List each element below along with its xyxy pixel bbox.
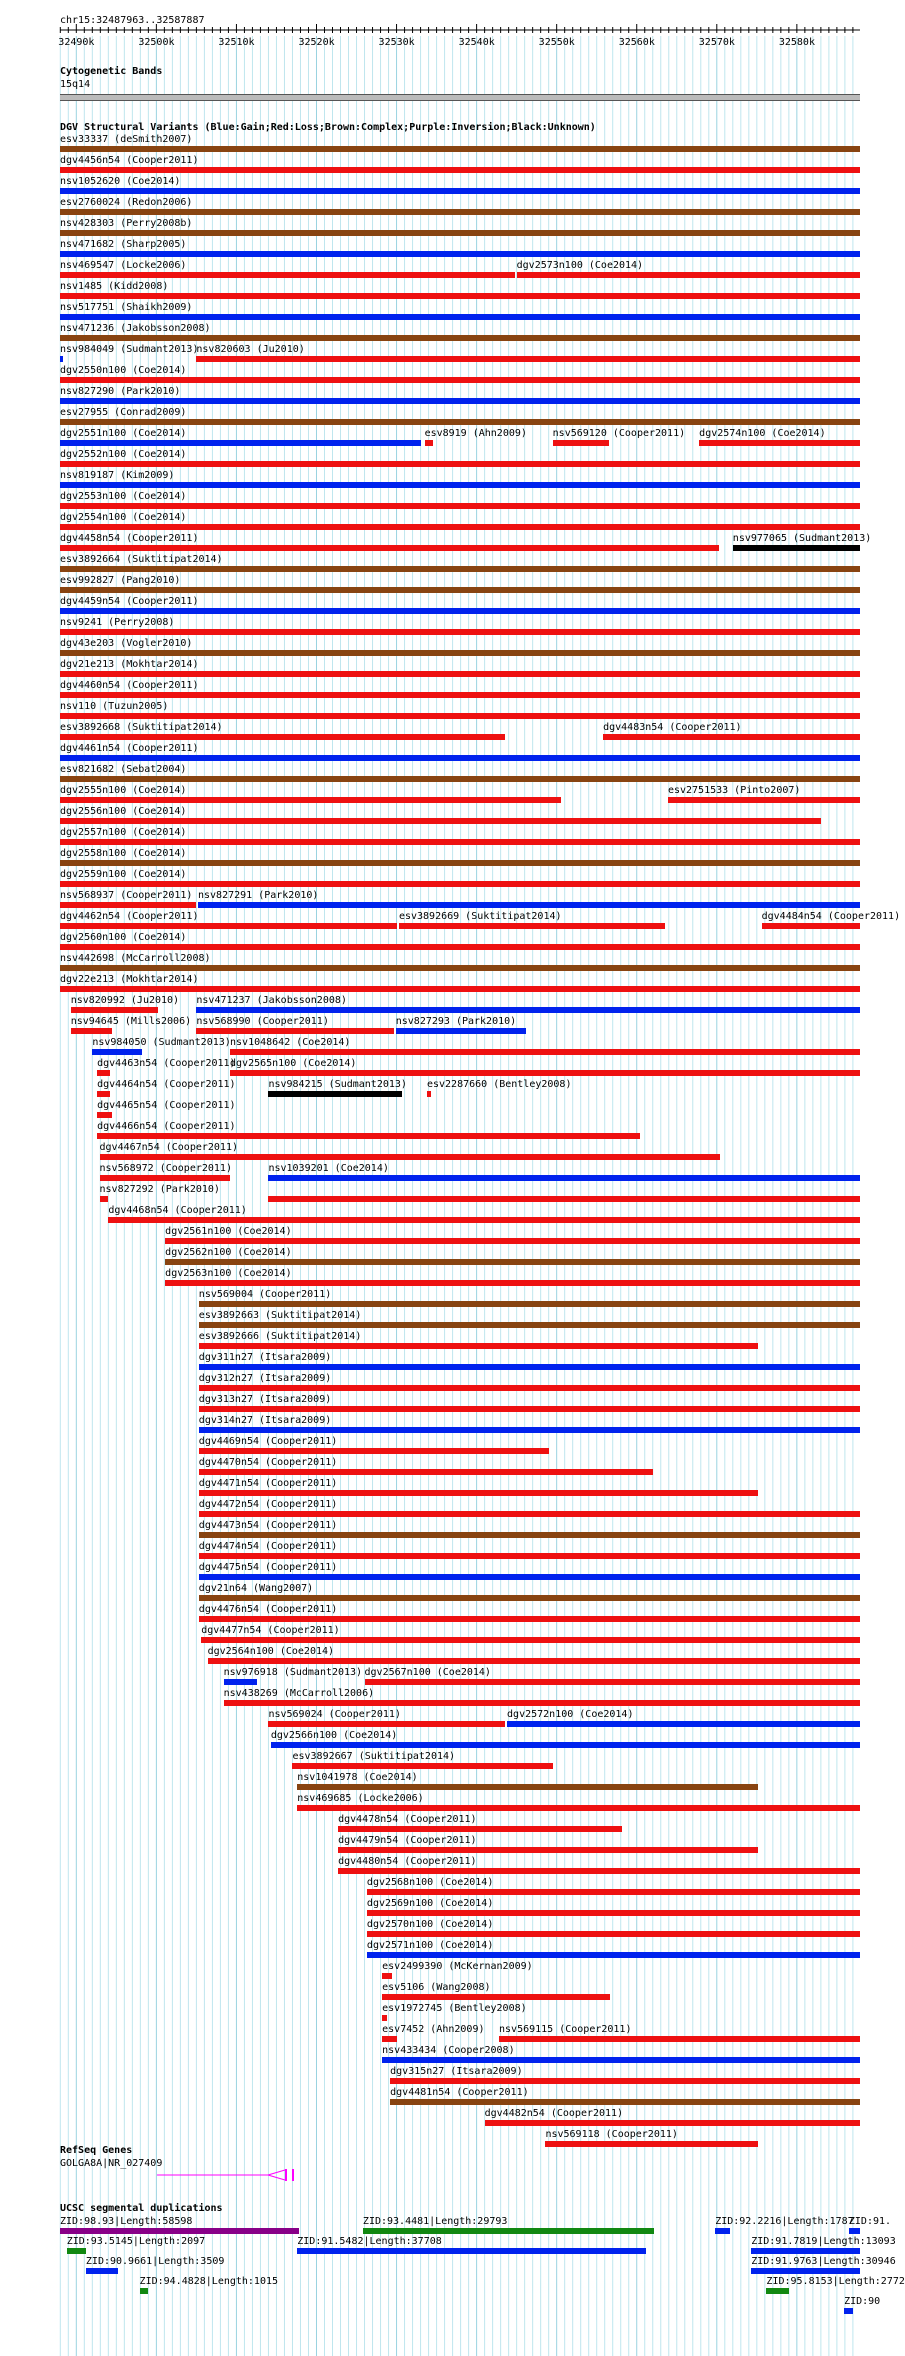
segdup-bar[interactable] xyxy=(60,2228,299,2234)
variant-label[interactable]: nsv569115 (Cooper2011) xyxy=(499,2024,632,2035)
variant-label[interactable]: dgv21n64 (Wang2007) xyxy=(198,1583,314,1594)
variant-label[interactable]: nsv569024 (Cooper2011) xyxy=(268,1709,401,1720)
segdup-label[interactable]: ZID:91. xyxy=(848,2216,892,2227)
variant-bar[interactable] xyxy=(268,1091,402,1097)
refseq-gene-label[interactable]: GOLGA8A|NR_027409 xyxy=(60,2158,163,2169)
segdup-bar[interactable] xyxy=(86,2268,118,2274)
variant-bar[interactable] xyxy=(297,1784,757,1790)
variant-label[interactable]: nsv569118 (Cooper2011) xyxy=(545,2129,678,2140)
variant-bar[interactable] xyxy=(425,440,433,446)
variant-label[interactable]: dgv4459n54 (Cooper2011) xyxy=(60,596,199,607)
variant-bar[interactable] xyxy=(199,1616,860,1622)
variant-bar[interactable] xyxy=(100,1154,720,1160)
variant-bar[interactable] xyxy=(699,440,860,446)
variant-bar[interactable] xyxy=(199,1469,653,1475)
variant-label[interactable]: dgv2562n100 (Coe2014) xyxy=(165,1247,292,1258)
variant-bar[interactable] xyxy=(60,461,860,467)
variant-label[interactable]: nsv471682 (Sharp2005) xyxy=(60,239,187,250)
variant-label[interactable]: nsv433434 (Cooper2008) xyxy=(382,2045,515,2056)
variant-label[interactable]: dgv4468n54 (Cooper2011) xyxy=(108,1205,247,1216)
variant-bar[interactable] xyxy=(199,1511,860,1517)
segdup-label[interactable]: ZID:90.9661|Length:3509 xyxy=(85,2256,225,2267)
variant-bar[interactable] xyxy=(60,167,860,173)
variant-bar[interactable] xyxy=(224,1679,258,1685)
variant-bar[interactable] xyxy=(199,1322,860,1328)
ruler-label: 32500k xyxy=(138,37,175,48)
segdup-bar[interactable] xyxy=(67,2248,86,2254)
segdup-track-title: UCSC segmental duplications xyxy=(60,2203,223,2214)
variant-bar[interactable] xyxy=(198,902,860,908)
variant-label[interactable]: esv5106 (Wang2008) xyxy=(382,1982,491,1993)
variant-bar[interactable] xyxy=(60,545,719,551)
variant-bar[interactable] xyxy=(60,188,860,194)
variant-label[interactable]: dgv4480n54 (Cooper2011) xyxy=(338,1856,477,1867)
segdup-label[interactable]: ZID:91.9763|Length:30946 xyxy=(751,2256,896,2267)
variant-bar[interactable] xyxy=(199,1427,860,1433)
variant-label[interactable]: dgv2557n100 (Coe2014) xyxy=(60,827,187,838)
variant-label[interactable]: esv2760024 (Redon2006) xyxy=(60,197,193,208)
variant-bar[interactable] xyxy=(108,1217,860,1223)
variant-bar[interactable] xyxy=(382,1994,609,2000)
variant-label[interactable]: dgv4466n54 (Cooper2011) xyxy=(97,1121,236,1132)
variant-label[interactable]: dgv4462n54 (Cooper2011) xyxy=(60,911,199,922)
segdup-bar[interactable] xyxy=(363,2228,654,2234)
variant-bar[interactable] xyxy=(60,608,860,614)
variant-bar[interactable] xyxy=(382,2015,387,2021)
variant-label[interactable]: dgv2553n100 (Coe2014) xyxy=(60,491,187,502)
variant-label[interactable]: dgv4469n54 (Cooper2011) xyxy=(198,1436,338,1447)
variant-bar[interactable] xyxy=(60,566,860,572)
variant-bar[interactable] xyxy=(545,2141,757,2147)
variant-bar[interactable] xyxy=(199,1385,860,1391)
variant-bar[interactable] xyxy=(268,1196,860,1202)
variant-label[interactable]: nsv1048642 (Coe2014) xyxy=(230,1037,351,1048)
variant-bar[interactable] xyxy=(199,1343,758,1349)
variant-label[interactable]: dgv2551n100 (Coe2014) xyxy=(60,428,187,439)
variant-label[interactable]: dgv2574n100 (Coe2014) xyxy=(699,428,826,439)
variant-label[interactable]: nsv517751 (Shaikh2009) xyxy=(60,302,193,313)
variant-bar[interactable] xyxy=(224,1700,860,1706)
variant-label[interactable]: nsv1039201 (Coe2014) xyxy=(268,1163,389,1174)
variant-bar[interactable] xyxy=(60,818,821,824)
variant-bar[interactable] xyxy=(507,1721,860,1727)
variant-label[interactable]: nsv1041978 (Coe2014) xyxy=(297,1772,418,1783)
variant-label[interactable]: esv3892667 (Suktitipat2014) xyxy=(292,1751,456,1762)
segdup-label[interactable]: ZID:90 xyxy=(844,2296,881,2307)
ruler-label: 32510k xyxy=(218,37,255,48)
variant-bar[interactable] xyxy=(208,1658,860,1664)
variant-label[interactable]: nsv827290 (Park2010) xyxy=(60,386,181,397)
variant-label[interactable]: esv2287660 (Bentley2008) xyxy=(426,1079,572,1090)
variant-label[interactable]: dgv22e213 (Mokhtar2014) xyxy=(60,974,199,985)
variant-label[interactable]: dgv4472n54 (Cooper2011) xyxy=(198,1499,338,1510)
variant-bar[interactable] xyxy=(271,1742,860,1748)
variant-bar[interactable] xyxy=(367,1931,860,1937)
variant-label[interactable]: nsv976918 (Sudmant2013) xyxy=(223,1667,363,1678)
variant-bar[interactable] xyxy=(60,314,860,320)
variant-bar[interactable] xyxy=(367,1952,860,1958)
variant-bar[interactable] xyxy=(517,272,860,278)
variant-label[interactable]: dgv2564n100 (Coe2014) xyxy=(207,1646,335,1657)
variant-bar[interactable] xyxy=(60,272,515,278)
variant-bar[interactable] xyxy=(60,377,860,383)
variant-label[interactable]: esv3892668 (Suktitipat2014) xyxy=(60,722,223,733)
variant-bar[interactable] xyxy=(230,1049,860,1055)
variant-label[interactable]: dgv4484n54 (Cooper2011) xyxy=(761,911,901,922)
variant-label[interactable]: dgv4474n54 (Cooper2011) xyxy=(198,1541,338,1552)
variant-label[interactable]: dgv4477n54 (Cooper2011) xyxy=(201,1625,340,1636)
variant-bar[interactable] xyxy=(165,1259,860,1265)
cytoband-bar xyxy=(60,94,860,101)
variant-label[interactable]: dgv4476n54 (Cooper2011) xyxy=(198,1604,338,1615)
ruler-label: 32520k xyxy=(298,37,335,48)
variant-label[interactable]: dgv4478n54 (Cooper2011) xyxy=(338,1814,477,1825)
variant-label[interactable]: dgv4481n54 (Cooper2011) xyxy=(390,2087,529,2098)
variant-label[interactable]: nsv471237 (Jakobsson2008) xyxy=(196,995,347,1006)
variant-label[interactable]: dgv21e213 (Mokhtar2014) xyxy=(60,659,199,670)
variant-bar[interactable] xyxy=(297,1805,860,1811)
variant-bar[interactable] xyxy=(60,251,860,257)
segdup-label[interactable]: ZID:91.5482|Length:37708 xyxy=(297,2236,442,2247)
variant-label[interactable]: dgv4483n54 (Cooper2011) xyxy=(603,722,742,733)
variant-label[interactable]: esv7452 (Ahn2009) xyxy=(382,2024,485,2035)
variant-bar[interactable] xyxy=(199,1406,860,1412)
variant-bar[interactable] xyxy=(60,734,505,740)
variant-bar[interactable] xyxy=(199,1448,549,1454)
variant-label[interactable]: dgv2561n100 (Coe2014) xyxy=(165,1226,292,1237)
variant-bar[interactable] xyxy=(338,1847,758,1853)
variant-label[interactable]: nsv438269 (McCarroll2006) xyxy=(223,1688,375,1699)
variant-bar[interactable] xyxy=(60,776,860,782)
ruler-label: 32560k xyxy=(618,37,655,48)
variant-bar[interactable] xyxy=(199,1553,860,1559)
variant-label[interactable]: esv3892664 (Suktitipat2014) xyxy=(60,554,223,565)
variant-label[interactable]: nsv568937 (Cooper2011) xyxy=(60,890,193,901)
variant-label[interactable]: dgv2567n100 (Coe2014) xyxy=(364,1667,491,1678)
variant-bar[interactable] xyxy=(97,1112,111,1118)
variant-bar[interactable] xyxy=(60,503,860,509)
variant-bar[interactable] xyxy=(199,1532,860,1538)
refseq-track-title: RefSeq Genes xyxy=(60,2145,133,2156)
variant-label[interactable]: dgv4475n54 (Cooper2011) xyxy=(198,1562,338,1573)
variant-label[interactable]: dgv2558n100 (Coe2014) xyxy=(60,848,187,859)
variant-bar[interactable] xyxy=(60,293,860,299)
variant-label[interactable]: esv27955 (Conrad2009) xyxy=(60,407,187,418)
variant-label[interactable]: dgv2571n100 (Coe2014) xyxy=(366,1940,494,1951)
segdup-bar[interactable] xyxy=(751,2268,860,2274)
variant-label[interactable]: dgv4473n54 (Cooper2011) xyxy=(198,1520,338,1531)
variant-label[interactable]: dgv2572n100 (Coe2014) xyxy=(507,1709,634,1720)
segdup-label[interactable]: ZID:94.4828|Length:1015 xyxy=(139,2276,279,2287)
variant-bar[interactable] xyxy=(292,1763,552,1769)
segdup-bar[interactable] xyxy=(751,2248,860,2254)
variant-bar[interactable] xyxy=(60,902,196,908)
variant-bar[interactable] xyxy=(390,2099,860,2105)
variant-label[interactable]: esv3892669 (Suktitipat2014) xyxy=(398,911,562,922)
variant-bar[interactable] xyxy=(60,419,860,425)
variant-label[interactable]: nsv820992 (Ju2010) xyxy=(70,995,180,1006)
ruler-label: 32530k xyxy=(378,37,415,48)
variant-bar[interactable] xyxy=(60,986,860,992)
cytoband-label: 15q14 xyxy=(60,79,91,90)
variant-bar[interactable] xyxy=(499,2036,860,2042)
variant-label[interactable]: dgv2569n100 (Coe2014) xyxy=(366,1898,494,1909)
variant-bar[interactable] xyxy=(199,1595,860,1601)
variant-bar[interactable] xyxy=(196,1028,394,1034)
variant-bar[interactable] xyxy=(390,2078,860,2084)
variant-bar[interactable] xyxy=(92,1049,142,1055)
segdup-label[interactable]: ZID:93.5145|Length:2097 xyxy=(66,2236,206,2247)
variant-label[interactable]: dgv4458n54 (Cooper2011) xyxy=(60,533,199,544)
variant-bar[interactable] xyxy=(165,1238,860,1244)
variant-label[interactable]: dgv315n27 (Itsara2009) xyxy=(390,2066,523,2077)
variant-label[interactable]: esv2499390 (McKernan2009) xyxy=(382,1961,533,1972)
variant-bar[interactable] xyxy=(338,1868,860,1874)
variant-label[interactable]: dgv2570n100 (Coe2014) xyxy=(366,1919,494,1930)
variant-bar[interactable] xyxy=(60,335,860,341)
variant-label[interactable]: nsv94645 (Mills2006) xyxy=(70,1016,192,1027)
variant-bar[interactable] xyxy=(97,1133,640,1139)
variant-label[interactable]: dgv314n27 (Itsara2009) xyxy=(198,1415,332,1426)
variant-label[interactable]: dgv2556n100 (Coe2014) xyxy=(60,806,187,817)
segdup-bar[interactable] xyxy=(140,2288,149,2294)
variant-bar[interactable] xyxy=(60,944,860,950)
variant-label[interactable]: dgv2559n100 (Coe2014) xyxy=(60,869,187,880)
variant-bar[interactable] xyxy=(199,1574,860,1580)
variant-bar[interactable] xyxy=(196,1007,860,1013)
variant-label[interactable]: nsv442698 (McCarroll2008) xyxy=(60,953,211,964)
variant-label[interactable]: nsv469547 (Locke2006) xyxy=(60,260,187,271)
segdup-bar[interactable] xyxy=(715,2228,729,2234)
variant-bar[interactable] xyxy=(60,692,860,698)
variant-label[interactable]: dgv4482n54 (Cooper2011) xyxy=(484,2108,624,2119)
variant-label[interactable]: dgv2552n100 (Coe2014) xyxy=(60,449,187,460)
variant-label[interactable]: nsv110 (Tuzun2005) xyxy=(60,701,169,712)
variant-bar[interactable] xyxy=(60,797,561,803)
variant-bar[interactable] xyxy=(60,923,397,929)
variant-bar[interactable] xyxy=(100,1196,109,1202)
variant-label[interactable]: dgv2555n100 (Coe2014) xyxy=(60,785,187,796)
variant-bar[interactable] xyxy=(60,398,860,404)
variant-bar[interactable] xyxy=(367,1910,860,1916)
variant-bar[interactable] xyxy=(71,1028,113,1034)
variant-label[interactable]: esv8919 (Ahn2009) xyxy=(424,428,527,439)
variant-bar[interactable] xyxy=(60,965,860,971)
variant-bar[interactable] xyxy=(382,2036,396,2042)
variant-bar[interactable] xyxy=(365,1679,860,1685)
variant-label[interactable]: nsv827293 (Park2010) xyxy=(395,1016,517,1027)
variant-label[interactable]: nsv569120 (Cooper2011) xyxy=(552,428,686,439)
refseq-gene-model[interactable] xyxy=(0,2166,890,2196)
variant-label[interactable]: nsv984050 (Sudmant2013) xyxy=(92,1037,231,1048)
variant-bar[interactable] xyxy=(60,356,63,362)
variant-bar[interactable] xyxy=(60,860,860,866)
segdup-bar[interactable] xyxy=(844,2308,853,2314)
variant-bar[interactable] xyxy=(60,524,860,530)
variant-label[interactable]: dgv4467n54 (Cooper2011) xyxy=(99,1142,238,1153)
dgv-track-title: DGV Structural Variants (Blue:Gain;Red:Loss;Brown:Complex;Purple:Inversion;Black:Unknown) xyxy=(60,122,596,133)
variant-label[interactable]: nsv568972 (Cooper2011) xyxy=(99,1163,232,1174)
variant-bar[interactable] xyxy=(165,1280,860,1286)
variant-label[interactable]: nsv428303 (Perry2008b) xyxy=(60,218,193,229)
variant-bar[interactable] xyxy=(60,839,860,845)
variant-label[interactable]: esv992827 (Pang2010) xyxy=(60,575,181,586)
variant-label[interactable]: dgv4463n54 (Cooper2011) xyxy=(97,1058,236,1069)
variant-label[interactable]: dgv4460n54 (Cooper2011) xyxy=(60,680,199,691)
variant-label[interactable]: dgv4461n54 (Cooper2011) xyxy=(60,743,199,754)
variant-label[interactable]: dgv4465n54 (Cooper2011) xyxy=(97,1100,236,1111)
variant-bar[interactable] xyxy=(60,440,421,446)
variant-label[interactable]: dgv2566n100 (Coe2014) xyxy=(270,1730,398,1741)
variant-label[interactable]: dgv43e203 (Vogler2010) xyxy=(60,638,193,649)
variant-label[interactable]: dgv313n27 (Itsara2009) xyxy=(198,1394,332,1405)
ruler-label: 32540k xyxy=(458,37,495,48)
variant-bar[interactable] xyxy=(427,1091,431,1097)
variant-bar[interactable] xyxy=(60,587,860,593)
variant-bar[interactable] xyxy=(485,2120,860,2126)
variant-bar[interactable] xyxy=(268,1721,505,1727)
variant-label[interactable]: dgv4470n54 (Cooper2011) xyxy=(198,1457,338,1468)
variant-label[interactable]: dgv312n27 (Itsara2009) xyxy=(198,1373,332,1384)
variant-label[interactable]: nsv471236 (Jakobsson2008) xyxy=(60,323,211,334)
variant-label[interactable]: nsv827291 (Park2010) xyxy=(198,890,319,901)
segdup-label[interactable]: ZID:91.7819|Length:13093 xyxy=(751,2236,896,2247)
variant-bar[interactable] xyxy=(100,1175,230,1181)
variant-label[interactable]: esv3892663 (Suktitipat2014) xyxy=(198,1310,362,1321)
variant-label[interactable]: dgv4456n54 (Cooper2011) xyxy=(60,155,199,166)
variant-label[interactable]: dgv4479n54 (Cooper2011) xyxy=(338,1835,477,1846)
variant-bar[interactable] xyxy=(60,482,860,488)
variant-label[interactable]: nsv819187 (Kim2009) xyxy=(60,470,175,481)
segdup-label[interactable]: ZID:92.2216|Length:1787 xyxy=(715,2216,854,2227)
variant-label[interactable]: nsv827292 (Park2010) xyxy=(99,1184,220,1195)
ruler-label: 32550k xyxy=(538,37,575,48)
variant-bar[interactable] xyxy=(399,923,665,929)
variant-label[interactable]: esv2751533 (Pinto2007) xyxy=(667,785,801,796)
variant-label[interactable]: dgv4471n54 (Cooper2011) xyxy=(198,1478,338,1489)
variant-label[interactable]: nsv1485 (Kidd2008) xyxy=(60,281,169,292)
variant-label[interactable]: nsv9241 (Perry2008) xyxy=(60,617,175,628)
variant-bar[interactable] xyxy=(230,1070,860,1076)
segdup-label[interactable]: ZID:95.8153|Length:2772 xyxy=(766,2276,905,2287)
variant-bar[interactable] xyxy=(60,230,860,236)
variant-label[interactable]: dgv2560n100 (Coe2014) xyxy=(60,932,187,943)
variant-label[interactable]: dgv2573n100 (Coe2014) xyxy=(516,260,644,271)
variant-label[interactable]: nsv984049 (Sudmant2013) xyxy=(60,344,199,355)
variant-label[interactable]: nsv984215 (Sudmant2013) xyxy=(268,1079,407,1090)
variant-bar[interactable] xyxy=(97,1091,110,1097)
variant-bar[interactable] xyxy=(60,755,860,761)
variant-bar[interactable] xyxy=(60,146,860,152)
variant-label[interactable]: nsv569004 (Cooper2011) xyxy=(198,1289,332,1300)
variant-label[interactable]: nsv977065 (Sudmant2013) xyxy=(732,533,872,544)
variant-bar[interactable] xyxy=(382,2057,860,2063)
variant-label[interactable]: dgv2565n100 (Coe2014) xyxy=(230,1058,357,1069)
variant-bar[interactable] xyxy=(396,1028,526,1034)
variant-bar[interactable] xyxy=(199,1364,860,1370)
segdup-bar[interactable] xyxy=(766,2288,788,2294)
variant-bar[interactable] xyxy=(196,356,860,362)
segdup-bar[interactable] xyxy=(297,2248,646,2254)
variant-label[interactable]: dgv2568n100 (Coe2014) xyxy=(366,1877,494,1888)
variant-bar[interactable] xyxy=(60,881,860,887)
variant-bar[interactable] xyxy=(733,545,860,551)
variant-label[interactable]: nsv568990 (Cooper2011) xyxy=(196,1016,329,1027)
variant-bar[interactable] xyxy=(60,650,860,656)
variant-bar[interactable] xyxy=(603,734,860,740)
variant-bar[interactable] xyxy=(60,629,860,635)
variant-bar[interactable] xyxy=(97,1070,110,1076)
ruler-label: 32570k xyxy=(698,37,735,48)
variant-bar[interactable] xyxy=(762,923,860,929)
variant-label[interactable]: dgv4464n54 (Cooper2011) xyxy=(97,1079,236,1090)
variant-label[interactable]: dgv311n27 (Itsara2009) xyxy=(198,1352,332,1363)
variant-bar[interactable] xyxy=(338,1826,622,1832)
variant-label[interactable]: esv33337 (deSmith2007) xyxy=(60,134,193,145)
variant-label[interactable]: dgv2563n100 (Coe2014) xyxy=(165,1268,292,1279)
locus-label: chr15:32487963..32587887 xyxy=(60,15,205,26)
variant-label[interactable]: nsv820603 (Ju2010) xyxy=(196,344,305,355)
variant-bar[interactable] xyxy=(201,1637,860,1643)
variant-bar[interactable] xyxy=(668,797,860,803)
variant-bar[interactable] xyxy=(367,1889,860,1895)
variant-label[interactable]: esv821682 (Sebat2004) xyxy=(60,764,187,775)
variant-bar[interactable] xyxy=(268,1175,860,1181)
segdup-bar[interactable] xyxy=(849,2228,860,2234)
variant-label[interactable]: dgv2554n100 (Coe2014) xyxy=(60,512,187,523)
variant-label[interactable]: nsv1052620 (Coe2014) xyxy=(60,176,181,187)
variant-label[interactable]: dgv2550n100 (Coe2014) xyxy=(60,365,187,376)
segdup-label[interactable]: ZID:93.4481|Length:29793 xyxy=(362,2216,508,2227)
variant-label[interactable]: nsv469685 (Locke2006) xyxy=(297,1793,424,1804)
variant-bar[interactable] xyxy=(199,1490,758,1496)
variant-bar[interactable] xyxy=(382,1973,392,1979)
variant-label[interactable]: esv1972745 (Bentley2008) xyxy=(382,2003,527,2014)
variant-bar[interactable] xyxy=(60,671,860,677)
variant-bar[interactable] xyxy=(60,713,860,719)
ruler-label: 32580k xyxy=(778,37,815,48)
ruler-label: 32490k xyxy=(58,37,95,48)
variant-bar[interactable] xyxy=(553,440,609,446)
variant-bar[interactable] xyxy=(199,1301,860,1307)
segdup-label[interactable]: ZID:98.93|Length:58598 xyxy=(60,2216,193,2227)
variant-bar[interactable] xyxy=(60,209,860,215)
cytoband-track-title: Cytogenetic Bands xyxy=(60,66,163,77)
variant-bar[interactable] xyxy=(71,1007,158,1013)
variant-label[interactable]: esv3892666 (Suktitipat2014) xyxy=(198,1331,362,1342)
